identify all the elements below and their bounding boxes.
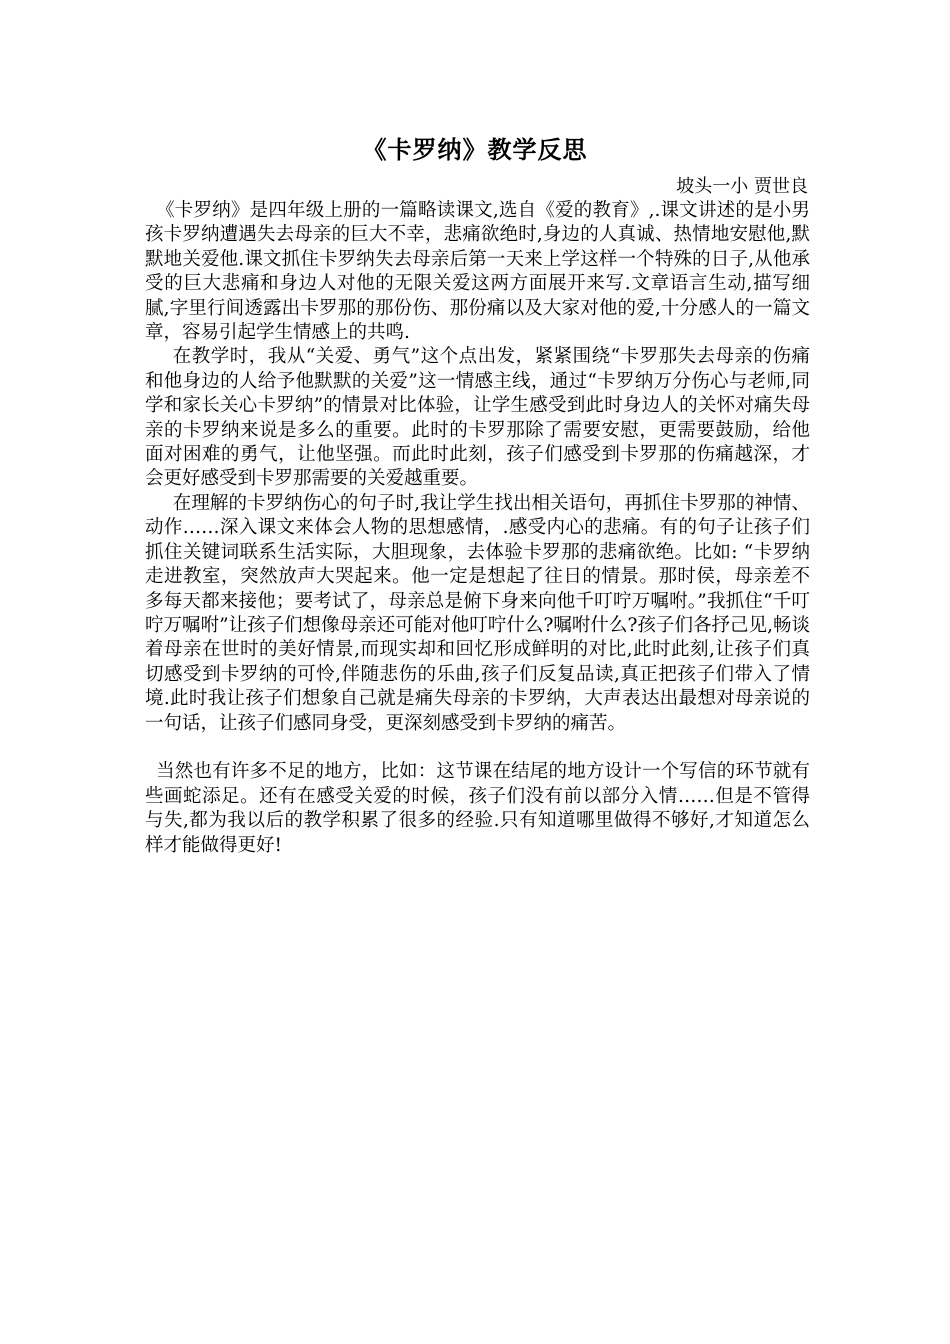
paragraph-3: 在理解的卡罗纳伤心的句子时,我让学生找出相关语句，再抓住卡罗那的神情、动作……深入课文来体会人物的思想感情，.感受内心的悲痛。有的句子让孩子们抓住关键词联系生活实际，大胆现象，去体验卡罗那的悲痛欲绝。比如: “卡罗纳走进教室，突然放声大哭起来。他一定是想起了往日的情景。那时侯，母亲差不多每天都来接他；要考试了，母亲总是俯下身来向他千叮咛万嘱咐。”我抓住“千叮咛万嘱咐”让孩子们想像母亲还可能对他叮咛什么?嘱咐什么?孩子们各抒己见,畅谈着母亲在世时的美好情景,而现实却和回忆形成鲜明的对比,此时此刻,让孩子们真切感受到卡罗纳的可怜,伴随悲伤的乐曲,孩子们反复品读,真正把孩子们带入了情境.此时我让孩子们想象自己就是痛失母亲的卡罗纳，大声表达出最想对母亲说的一句话，让孩子们感同身受，更深刻感受到卡罗纳的痛苦。	[145, 492, 810, 734]
paragraph-4: 当然也有许多不足的地方，比如：这节课在结尾的地方设计一个写信的环节就有些画蛇添足。还有在感受关爱的时候，孩子们没有前以部分入情……但是不管得与失,都为我以后的教学积累了很多的经验.只有知道哪里做得不够好,才知道怎么样才能做得更好!	[145, 761, 810, 856]
document-body	[145, 199, 810, 858]
document-title: 《卡罗纳》教学反思	[362, 135, 588, 164]
paragraph-1: 《卡罗纳》是四年级上册的一篇略读课文,选自《爱的教育》,.课文讲述的是小男孩卡罗纳遭遇失去母亲的巨大不幸，悲痛欲绝时,身边的人真诚、热情地安慰他,默默地关爱他.课文抓住卡罗纳失去母亲后第一天来上学这样一个特殊的日子,从他承受的巨大悲痛和身边人对他的无限关爱这两方面展开来写.文章语言生动,描写细腻,字里行间透露出卡罗那的那份伤、那份痛以及大家对他的爱,十分感人的一篇文章，容易引起学生情感上的共鸣.	[145, 200, 810, 344]
paragraph-2: 在教学时，我从“关爱、勇气”这个点出发，紧紧围绕“卡罗那失去母亲的伤痛和他身边的人给予他默默的关爱”这一情感主线，通过“卡罗纳万分伤心与老师,同学和家长关心卡罗纳”的情景对比体验，让学生感受到此时身边人的关怀对痛失母亲的卡罗纳来说是多么的重要。此时的卡罗那除了需要安慰，更需要鼓励，给他面对困难的勇气，让他坚强。而此时此刻，孩子们感受到卡罗那的伤痛越深，才会更好感受到卡罗那需要的关爱越重要。	[145, 346, 810, 490]
document-author: 坡头一小 贾世良	[676, 176, 808, 197]
paragraph-spacer	[145, 736, 810, 760]
